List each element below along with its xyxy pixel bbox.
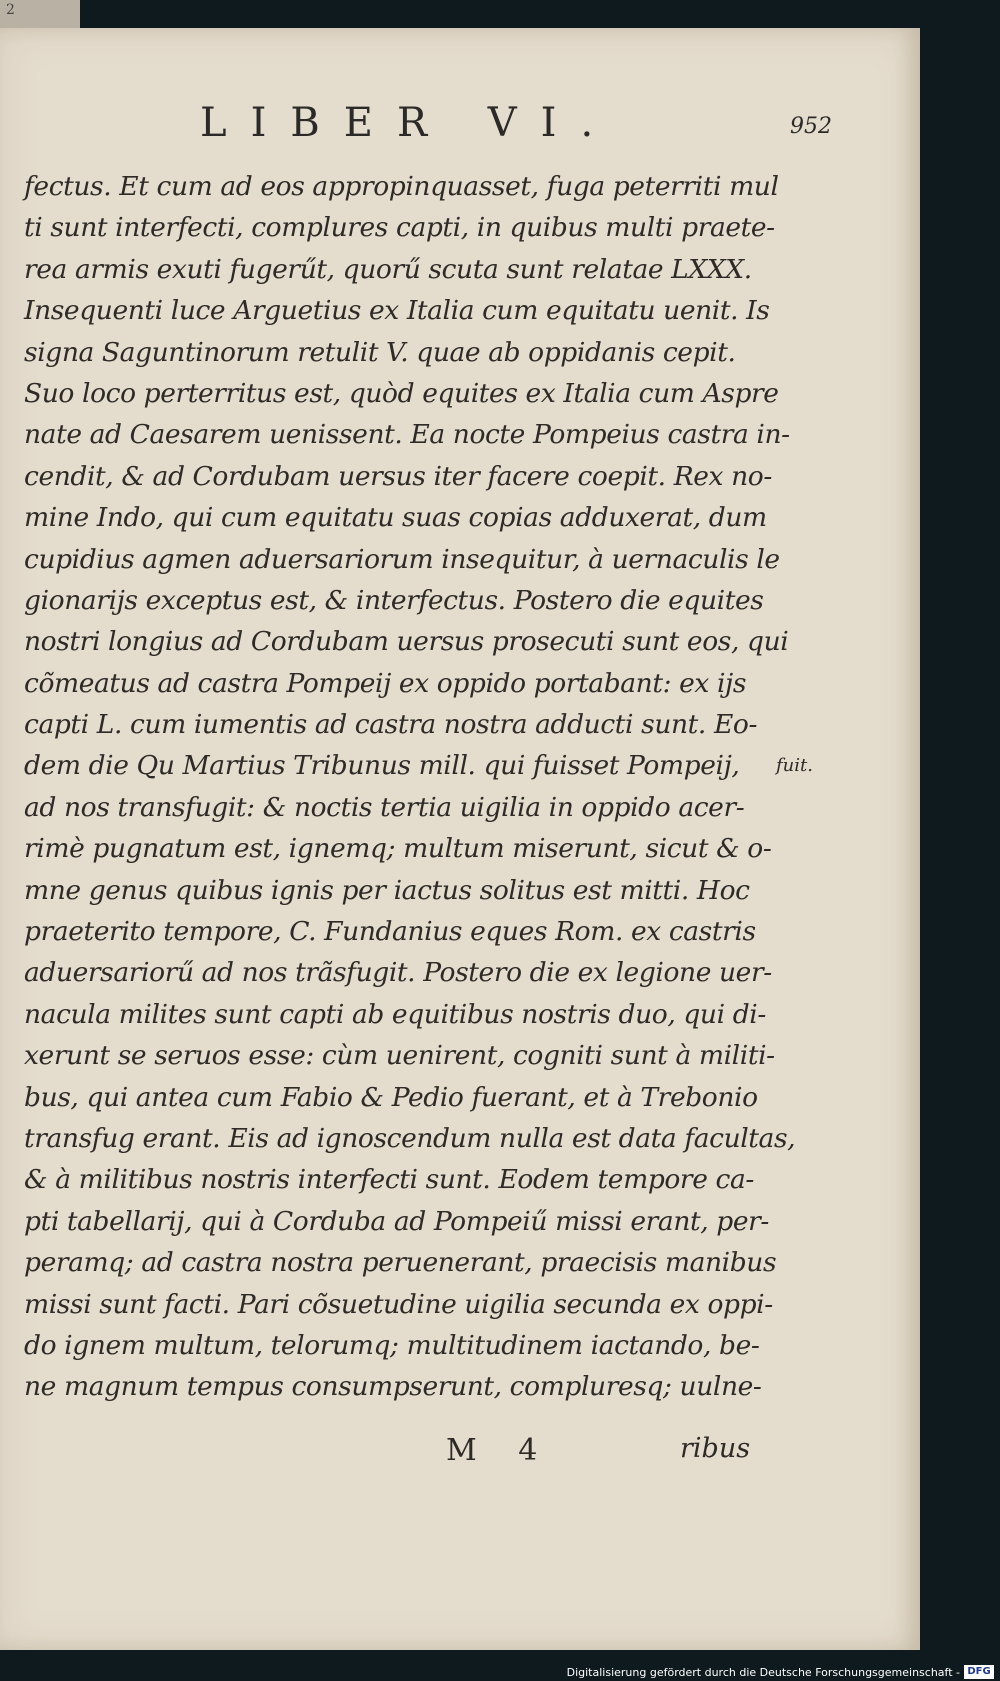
text-line: ti sunt interfecti, complures capti, in quibus multi praete- [24, 212, 775, 244]
text-line: nostri longius ad Cordubam uersus prosecuti sunt eos, qui [24, 626, 789, 658]
signature-mark: M 4 [446, 1433, 554, 1468]
running-head [0, 100, 918, 160]
text-line: cendit, & ad Cordubam uersus iter facere coepit. Rex no- [24, 460, 772, 492]
text-line: cõmeatus ad castra Pompeij ex oppido portabant: ex ijs [24, 667, 747, 699]
text-line: gionarijs exceptus est, & interfectus. Postero die equites [24, 584, 764, 616]
text-line: do ignem multum, telorumq; multitudinem iactando, be- [24, 1329, 760, 1361]
text-line: Insequenti luce Arguetius ex Italia cum equitatu uenit. Is [24, 295, 770, 327]
text-line: peramq; ad castra nostra peruenerant, praecisis manibus [24, 1247, 777, 1279]
text-line: xerunt se seruos esse: cùm uenirent, cogniti sunt à militi- [24, 1040, 775, 1072]
folio-number: 952 [790, 114, 832, 139]
text-line: rimè pugnatum est, ignemq; multum miserunt, sicut & o- [24, 833, 772, 865]
text-line: cupidius agmen aduersariorum insequitur, à uernaculis le [24, 543, 780, 575]
text-line: signa Saguntinorum retulit V. quae ab oppidanis cepit. [24, 336, 736, 368]
text-line: fectus. Et cum ad eos appropinquasset, fuga peterriti mul [24, 171, 779, 202]
text-line: ne magnum tempus consumpserunt, compluresq; uulne- [24, 1371, 762, 1403]
book-page [0, 28, 920, 1650]
adjacent-page-corner [0, 0, 80, 30]
text-line: mne genus quibus ignis per iactus solitus est mitti. Hoc [24, 874, 750, 906]
text-line: nacula milites sunt capti ab equitibus nostris duo, qui di- [24, 998, 766, 1030]
margin-note: fuit. [776, 755, 813, 776]
digitization-credit: Digitalisierung gefördert durch die Deutsche Forschungsgemeinschaft - [566, 1666, 960, 1679]
text-line: transfug erant. Eis ad ignoscendum nulla est data facultas, [24, 1122, 796, 1154]
running-title: LIBER VI. [200, 100, 618, 146]
dfg-logo-badge: DFG [964, 1665, 994, 1679]
corner-mark: 2 [6, 2, 15, 18]
text-line: bus, qui antea cum Fabio & Pedio fuerant, et à Trebonio [24, 1081, 758, 1113]
text-line: missi sunt facti. Pari cõsuetudine uigilia secunda ex oppi- [24, 1288, 773, 1320]
text-line: nate ad Caesarem uenissent. Ea nocte Pompeius castra in- [24, 419, 790, 451]
text-line: aduersariorű ad nos trãsfugit. Postero die ex legione uer- [24, 957, 772, 989]
text-line: mine Indo, qui cum equitatu suas copias adduxerat, dum [24, 502, 767, 534]
text-line: Suo loco perterritus est, quòd equites ex Italia cum Aspre [24, 377, 779, 409]
text-line: dem die Qu Martius Tribunus mill. qui fuisset Pompeij, [24, 750, 740, 782]
text-line: pti tabellarij, qui à Corduba ad Pompeiű missi erant, per- [24, 1205, 769, 1237]
text-line: praeterito tempore, C. Fundanius eques Rom. ex castris [24, 916, 756, 948]
catchword: ribus [680, 1433, 751, 1464]
text-line: ad nos transfugit: & noctis tertia uigilia in oppido acer- [24, 791, 745, 823]
text-line: capti L. cum iumentis ad castra nostra adducti sunt. Eo- [24, 709, 758, 741]
text-line: & à militibus nostris interfecti sunt. Eodem tempore ca- [24, 1164, 754, 1196]
text-line: rea armis exuti fugerűt, quorű scuta sunt relatae LXXX. [24, 253, 752, 285]
